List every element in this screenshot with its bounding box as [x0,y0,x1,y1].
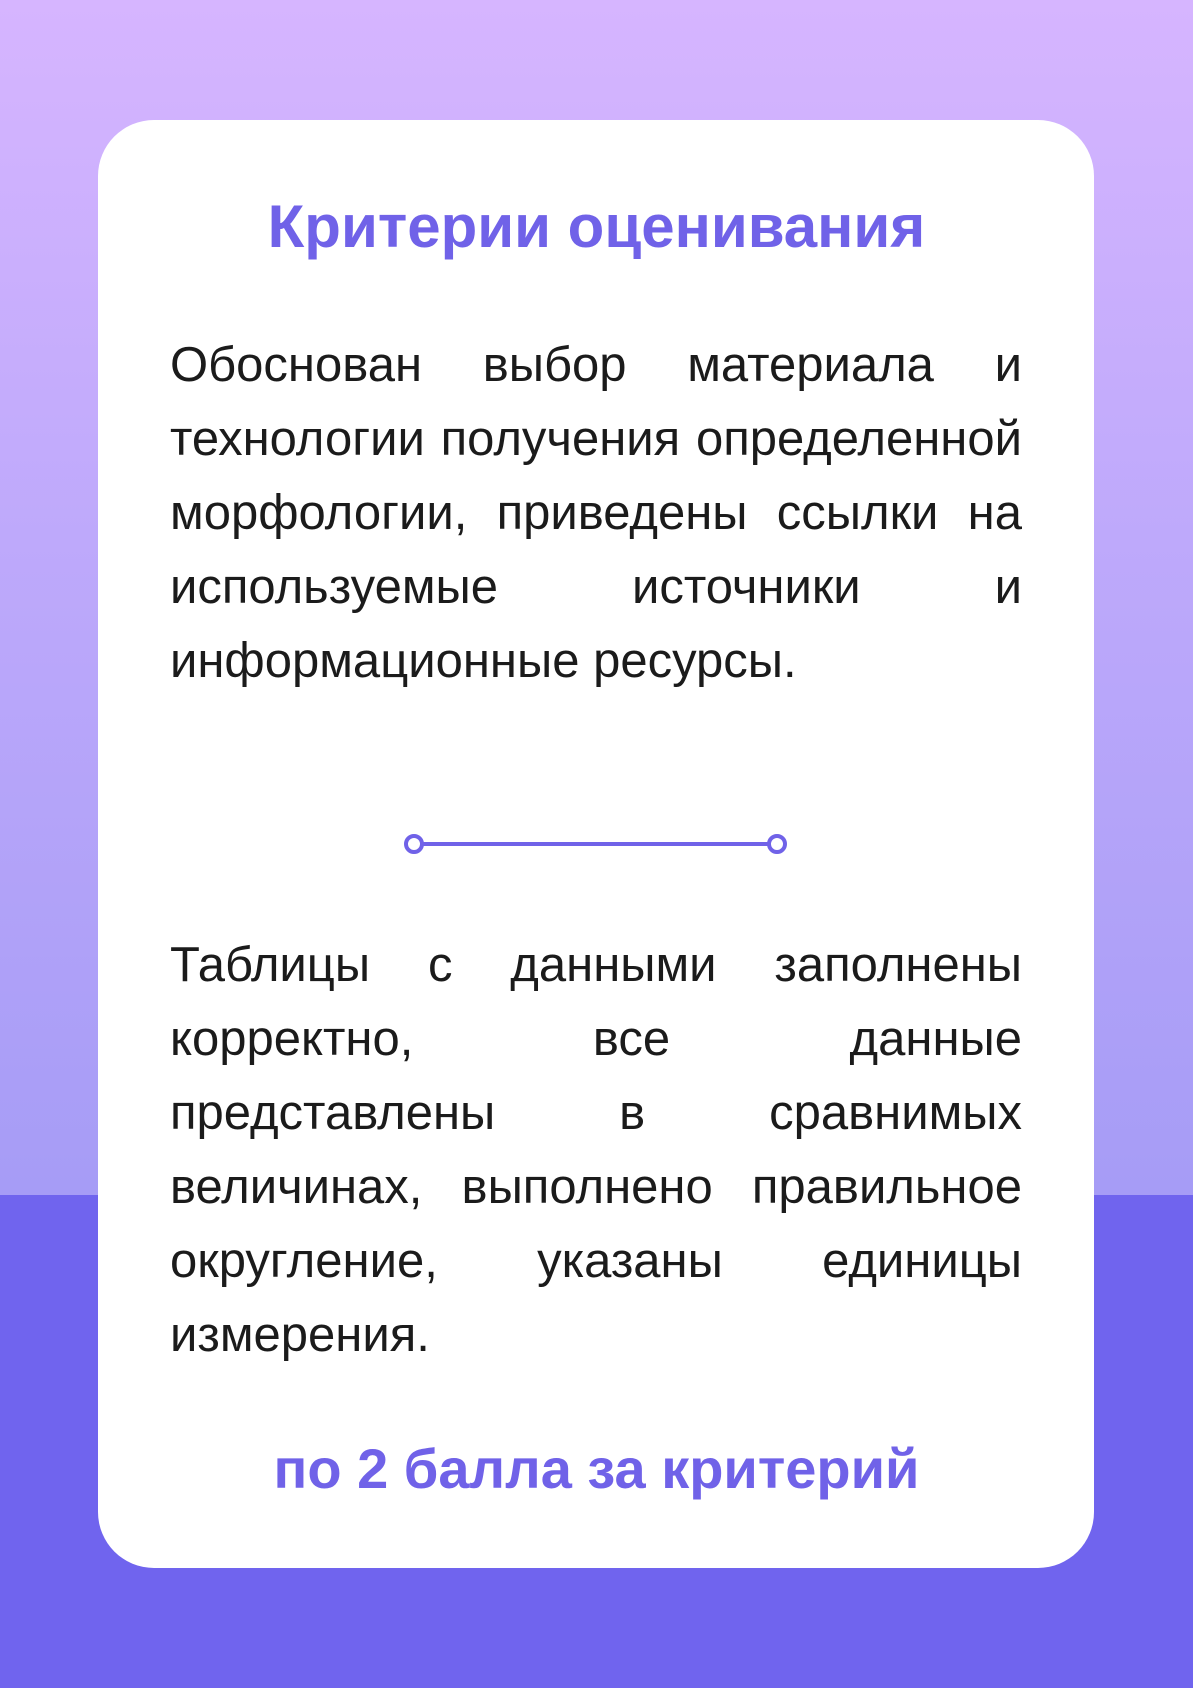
criterion-text-1: Обоснован выбор материала и технологии получения определенной морфологии, приведены ссылки на используемые источники и информационные ресурсы. [170,338,1022,688]
criterion-text-2: Таблицы с данными заполнены корректно, все данные представлены в сравнимых величинах, выполнено правильное округление, указаны единицы измерения. [170,938,1022,1362]
divider-icon [403,832,788,856]
card-title: Критерии оценивания [267,193,926,260]
score-note: по 2 балла за критерий [273,1437,920,1500]
